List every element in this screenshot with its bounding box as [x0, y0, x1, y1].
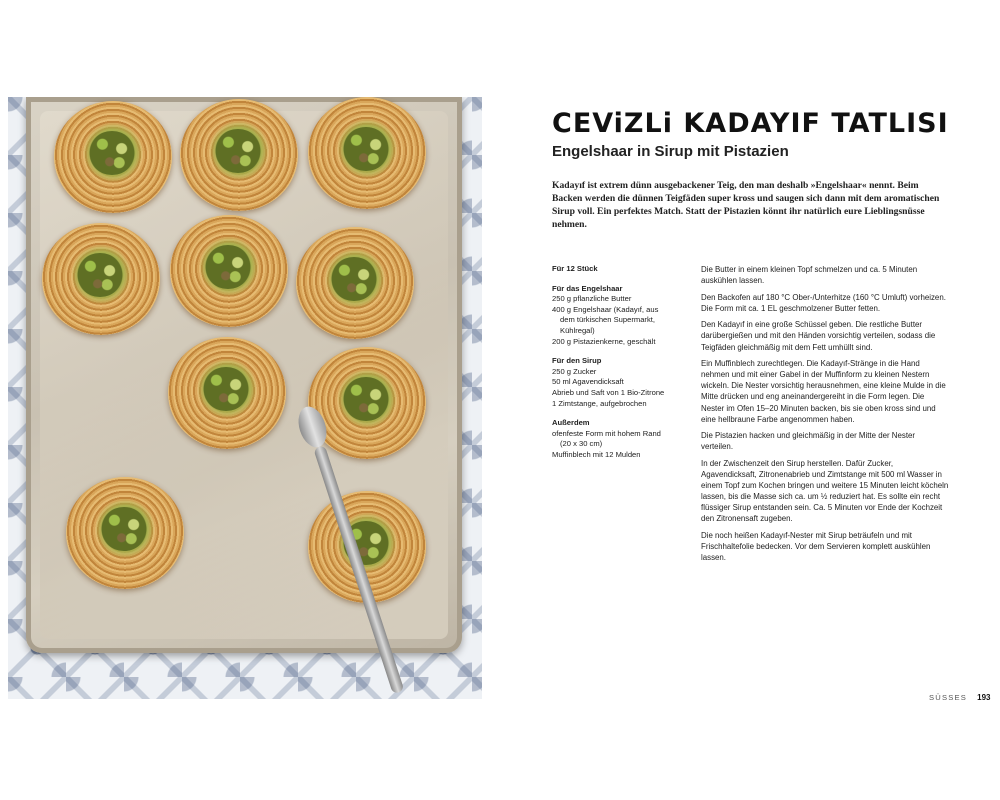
- ingredient-line: ofenfeste Form mit hohem Rand: [552, 428, 661, 438]
- kadayif-nest: [54, 101, 172, 213]
- ingredient-line: 1 Zimtstange, aufgebrochen: [552, 398, 647, 408]
- ingredient-line: Kühlregal): [560, 325, 595, 335]
- ingredient-group: [552, 418, 687, 460]
- ingredient-line: Muffinblech mit 12 Mulden: [552, 449, 641, 459]
- page-footer: [929, 693, 991, 702]
- method-step: Den Backofen auf 180 °C Ober-/Unterhitze (160 °C Umluft) vorheizen. Die Form mit ca. 1 EL geschmolzener Butter fetten.: [701, 292, 946, 313]
- ingredient-line: dem türkischen Supermarkt,: [560, 315, 655, 325]
- ingredient-line: (20 x 30 cm): [560, 439, 603, 449]
- method-step: Die Butter in einem kleinen Topf schmelzen und ca. 5 Minuten auskühlen lassen.: [701, 265, 918, 286]
- method-step: Die Pistazien hacken und gleichmäßig in der Mitte der Nester verteilen.: [701, 431, 916, 452]
- ingredient-group-heading: Außerdem: [552, 418, 590, 428]
- recipe-subtitle: Engelshaar in Sirup mit Pistazien: [552, 143, 789, 160]
- kadayif-nest: [296, 227, 414, 339]
- kadayif-nest: [168, 337, 286, 449]
- kadayif-nest: [170, 215, 288, 327]
- recipe-title: CEViZLi KADAYIF TATLISI: [552, 108, 949, 139]
- section-label: SÜSSES: [929, 693, 968, 702]
- method-step: Ein Muffinblech zurechtlegen. Die Kadayıf-Stränge in die Hand nehmen und mit einer Gabel in der Muffinform zu kleinen Nestern wickeln. Die Nester vorsichtig herausnehmen, eine kleine Mulde in die Mitte drücken und eng aneinandergereiht in die Form legen. Die Nester im Ofen 15–20 Minuten backen, bis sie oben kross sind und eine hellbraune Farbe angenommen haben.: [701, 359, 946, 424]
- kadayif-nest: [308, 97, 426, 209]
- kadayif-nest: [42, 223, 160, 335]
- ingredient-line: 250 g pflanzliche Butter: [552, 294, 632, 304]
- ingredient-group: [552, 284, 687, 348]
- recipe-intro: Kadayıf ist extrem dünn ausgebackener Teig, den man deshalb »Engelshaar« nennt. Beim Backen werden die dünnen Teigfäden super kross und saugen sich dann mit dem aromatischen Sirup voll. Ein perfektes Match. Statt der Pistazien könnt ihr natürlich eure Lieblingsnüsse nehmen.: [552, 180, 940, 230]
- method-step: In der Zwischenzeit den Sirup herstellen. Dafür Zucker, Agavendicksaft, Zitronenabrieb und Zimtstange mit 500 ml Wasser in einem Topf zum Kochen bringen und weitere 15 Minuten leicht köcheln lassen, bis die Masse sich ca. um ½ reduziert hat. Es sollte ein recht flüssiger Sirup entstanden sein. Ca. 5 Minuten vor Ende der Kochzeit den Zitronensaft zugeben.: [701, 458, 949, 524]
- method-column: [701, 264, 949, 569]
- ingredient-line: Abrieb und Saft von 1 Bio-Zitrone: [552, 387, 665, 397]
- ingredient-line: 400 g Engelshaar (Kadayıf, aus: [552, 304, 659, 314]
- recipe-photo: [8, 97, 482, 699]
- kadayif-nest: [66, 477, 184, 589]
- method-step: Die noch heißen Kadayıf-Nester mit Sirup beträufeln und mit Frischhaltefolie bedecken. Vor dem Servieren komplett auskühlen lassen.: [701, 530, 931, 563]
- method-step: Den Kadayıf in eine große Schüssel geben. Die restliche Butter darübergießen und mit den Händen vorsichtig verteilen, sodass die Teigfäden gleichmäßig mit dem Fett umhüllt sind.: [701, 320, 936, 352]
- ingredient-group: [552, 356, 687, 409]
- kadayif-nest: [180, 99, 298, 211]
- ingredient-group-heading: Für den Sirup: [552, 356, 602, 366]
- ingredient-group-heading: Für das Engelshaar: [552, 283, 623, 293]
- page-number: 193: [977, 693, 991, 702]
- ingredient-line: 200 g Pistazienkerne, geschält: [552, 336, 656, 346]
- ingredients-column: [552, 264, 687, 470]
- ingredient-line: 50 ml Agavendicksaft: [552, 377, 624, 387]
- yield-heading: Für 12 Stück: [552, 264, 598, 273]
- ingredient-line: 250 g Zucker: [552, 366, 597, 376]
